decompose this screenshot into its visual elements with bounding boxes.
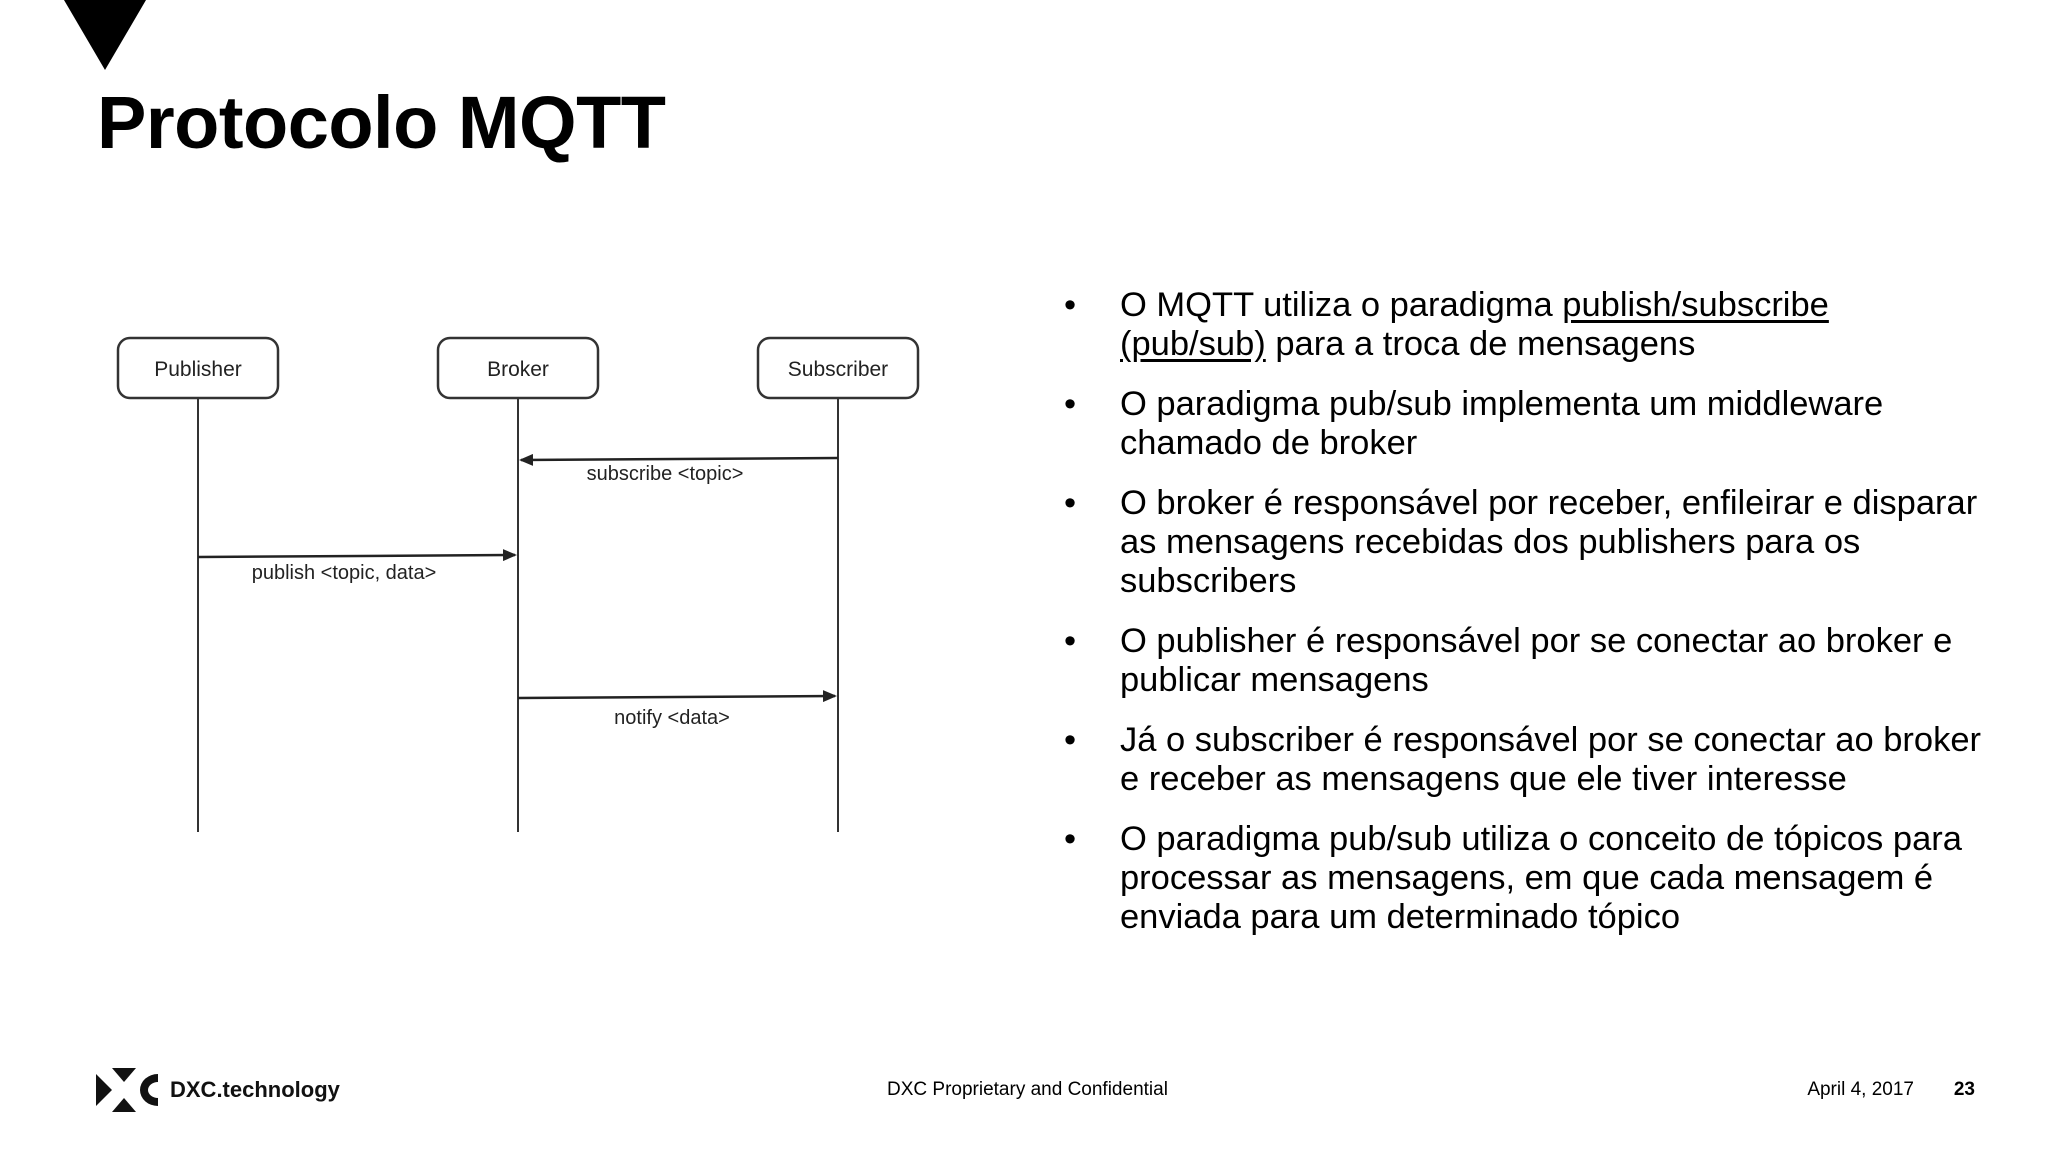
message-label-publish: publish <topic, data> [251,562,437,584]
dxc-logo-icon [96,1068,158,1112]
bullet-dot: • [1064,385,1077,423]
slide-footer [0,1068,2048,1118]
bullet-link-publish-subscribe[interactable]: publish/subscribe (pub/sub) [1120,286,1829,363]
participant-subscriber-label: Subscriber [787,358,889,381]
bullet-text: O publisher é responsável por se conectar ao broker e publicar mensagens [1120,622,1953,699]
bullet-text: O broker é responsável por receber, enfileirar e disparar as mensagens recebidas dos publishers para os subscribers [1120,484,1978,600]
confidential-notice: DXC Proprietary and Confidential [887,1079,1168,1100]
bullet-item [1064,385,1984,463]
logo-text: DXC.technology [170,1077,340,1102]
bullet-dot: • [1064,286,1077,324]
bullet-dot: • [1064,721,1077,759]
participant-broker-label: Broker [487,358,549,381]
bullet-list [1064,286,1984,958]
bullet-text: O MQTT utiliza o paradigma [1120,286,1563,324]
slide-title: Protocolo MQTT [97,81,666,164]
page-number: 23 [1953,1079,1975,1100]
bullet-text-tail: para a troca de mensagens [1265,325,1696,363]
slide-date: April 4, 2017 [1807,1079,1914,1100]
participant-subscriber [758,338,918,398]
bullet-dot: • [1064,484,1077,522]
bullet-item [1064,286,1984,364]
bullet-item [1064,721,1984,799]
bullet-item [1064,622,1984,700]
dxc-logo [96,1068,340,1112]
corner-triangle-icon [64,0,146,70]
bullet-item [1064,820,1984,937]
bullet-dot: • [1064,820,1077,858]
message-label-notify: notify <data> [614,707,730,729]
bullet-text: Já o subscriber é responsável por se conectar ao broker e receber as mensagens que ele tiver interesse [1120,721,1982,798]
bullet-text: O paradigma pub/sub utiliza o conceito de tópicos para processar as mensagens, em que cada mensagem é enviada para um determinado tópico [1120,820,1962,936]
bullet-dot: • [1064,622,1077,660]
participant-publisher-label: Publisher [154,358,242,381]
bullet-item [1064,484,1984,601]
sequence-diagram [112,330,932,840]
participant-publisher [118,338,278,398]
message-arrow-subscribe [521,458,838,460]
participant-broker [438,338,598,398]
message-arrow-publish [198,555,515,557]
bullet-text: O paradigma pub/sub implementa um middleware chamado de broker [1120,385,1884,462]
message-arrow-notify [518,696,835,698]
message-label-subscribe: subscribe <topic> [586,463,744,485]
